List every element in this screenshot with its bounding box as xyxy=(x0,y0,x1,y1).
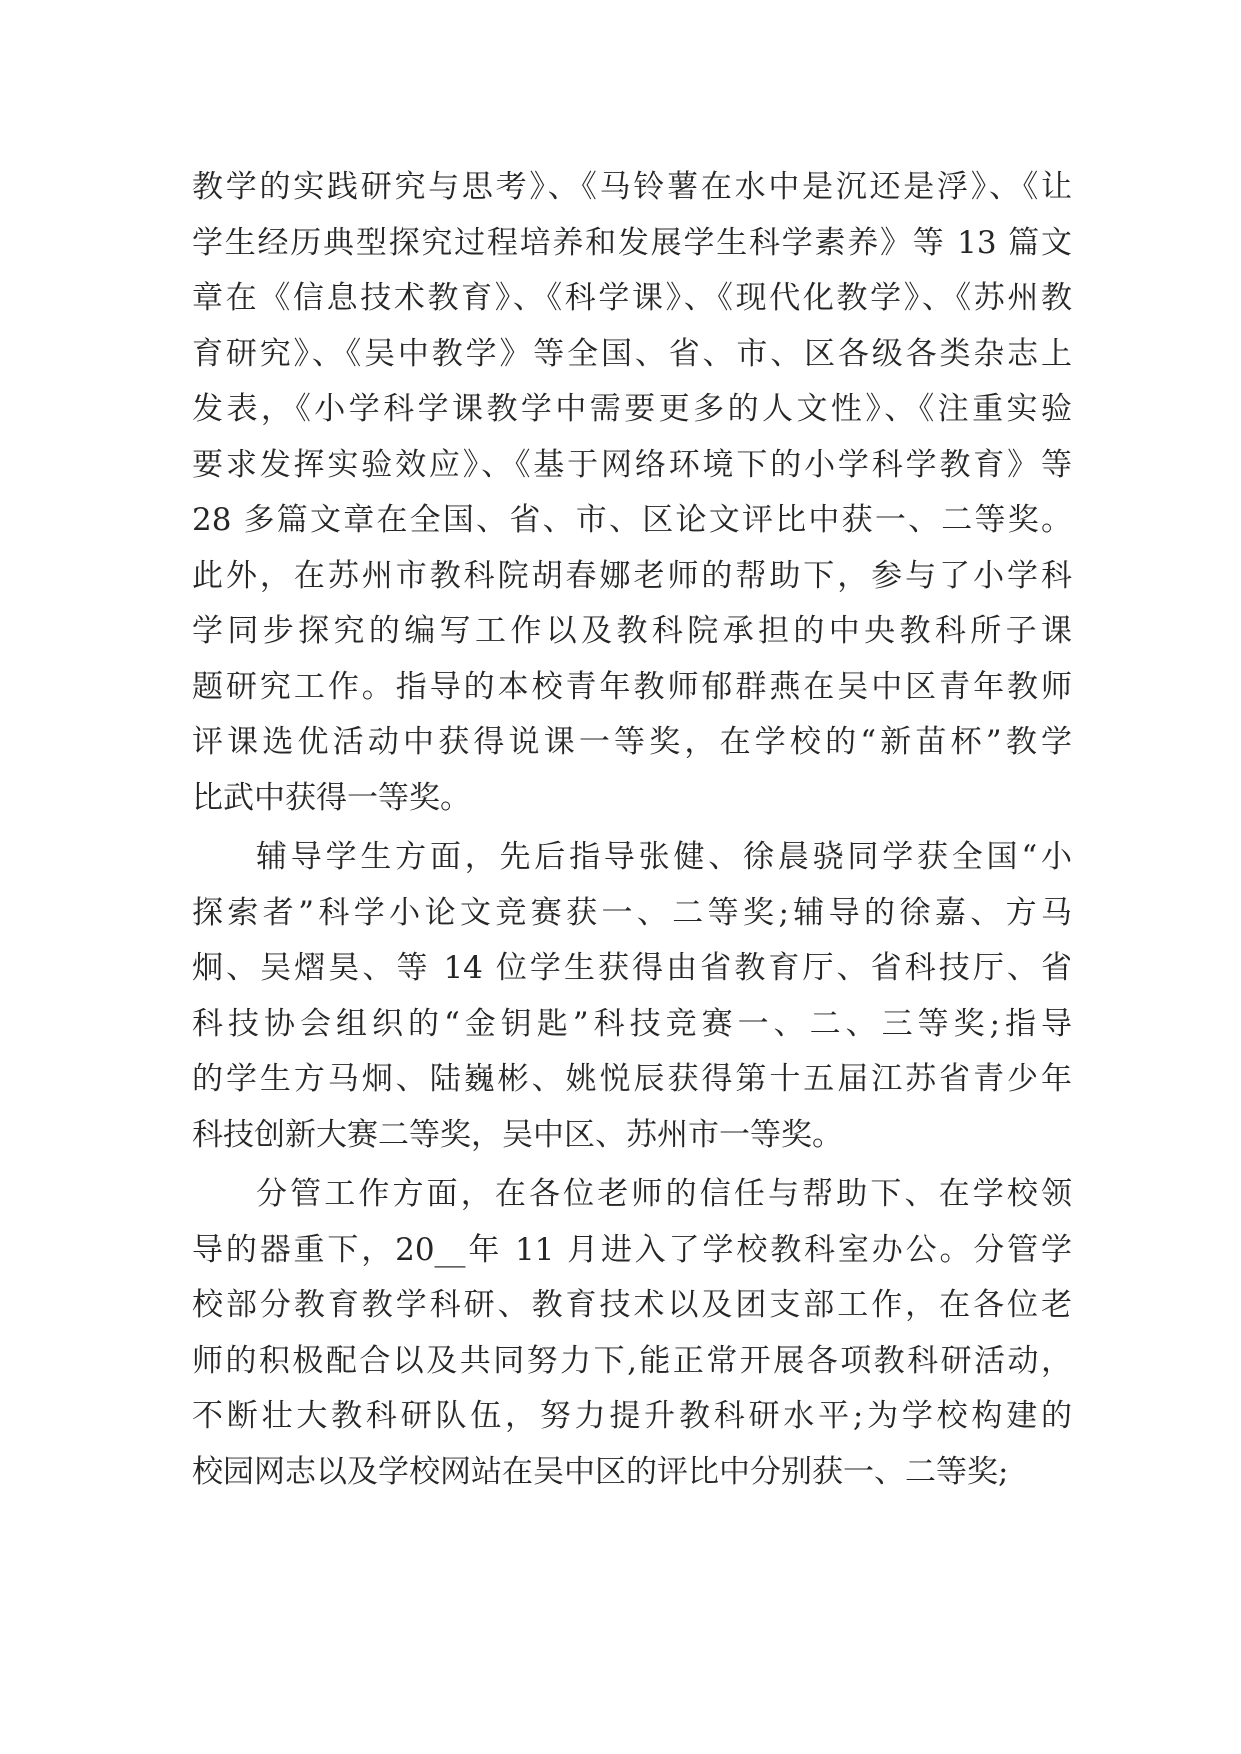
paragraph xyxy=(192,830,1072,1163)
text-line: 的学生方马炯、陆巍彬、姚悦辰获得第十五届江苏省青少年 xyxy=(192,1061,1072,1097)
text-line: 此外，在苏州市教科院胡春娜老师的帮助下，参与了小学科 xyxy=(192,557,1072,594)
text-line: 科技协会组织的“金钥匙”科技竞赛一、二、三等奖;指导 xyxy=(192,1005,1072,1042)
text-line: 师的积极配合以及共同努力下,能正常开展各项教科研活动， xyxy=(192,1342,1072,1379)
paragraph xyxy=(192,1167,1072,1500)
text-line: 校部分教育教学科研、教育技术以及团支部工作，在各位老 xyxy=(192,1287,1072,1323)
text-line: 题研究工作。指导的本校青年教师郁群燕在吴中区青年教师 xyxy=(192,668,1072,705)
text-line: 28 多篇文章在全国、省、市、区论文评比中获一、二等奖。 xyxy=(192,502,1072,538)
text-line: 分管工作方面，在各位老师的信任与帮助下、在学校领 xyxy=(256,1176,1072,1212)
text-line: 学生经历典型探究过程培养和发展学生科学素养》等 13 篇文 xyxy=(192,224,1072,261)
text-line: 导的器重下，20__年 11 月进入了学校教科室办公。分管学 xyxy=(192,1231,1072,1268)
text-line: 科技创新大赛二等奖，吴中区、苏州市一等奖。 xyxy=(192,1116,843,1153)
text-line: 要求发挥实验效应》、《基于网络环境下的小学科学教育》等 xyxy=(192,446,1072,483)
text-line: 学同步探究的编写工作以及教科院承担的中央教科所子课 xyxy=(192,613,1072,649)
text-line: 探索者”科学小论文竞赛获一、二等奖;辅导的徐嘉、方马 xyxy=(192,894,1072,931)
document-body xyxy=(192,160,1072,1500)
text-line: 不断壮大教科研队伍，努力提升教科研水平;为学校构建的 xyxy=(192,1398,1072,1434)
text-line: 校园网志以及学校网站在吴中区的评比中分别获一、二等奖; xyxy=(192,1453,1009,1490)
text-line: 发表，《小学科学课教学中需要更多的人文性》、《注重实验 xyxy=(192,391,1072,427)
paragraph xyxy=(192,160,1072,826)
text-line: 教学的实践研究与思考》、《马铃薯在水中是沉还是浮》、《让 xyxy=(192,169,1072,205)
text-line: 比武中获得一等奖。 xyxy=(192,779,471,816)
text-line: 评课选优活动中获得说课一等奖，在学校的“新苗杯”教学 xyxy=(192,724,1072,760)
text-line: 章在《信息技术教育》、《科学课》、《现代化教学》、《苏州教 xyxy=(192,280,1072,316)
text-line: 辅导学生方面，先后指导张健、徐晨骁同学获全国“小 xyxy=(256,839,1072,875)
text-line: 炯、吴熠昊、等 14 位学生获得由省教育厅、省科技厅、省 xyxy=(192,950,1072,986)
text-line: 育研究》、《吴中教学》等全国、省、市、区各级各类杂志上 xyxy=(192,335,1072,372)
